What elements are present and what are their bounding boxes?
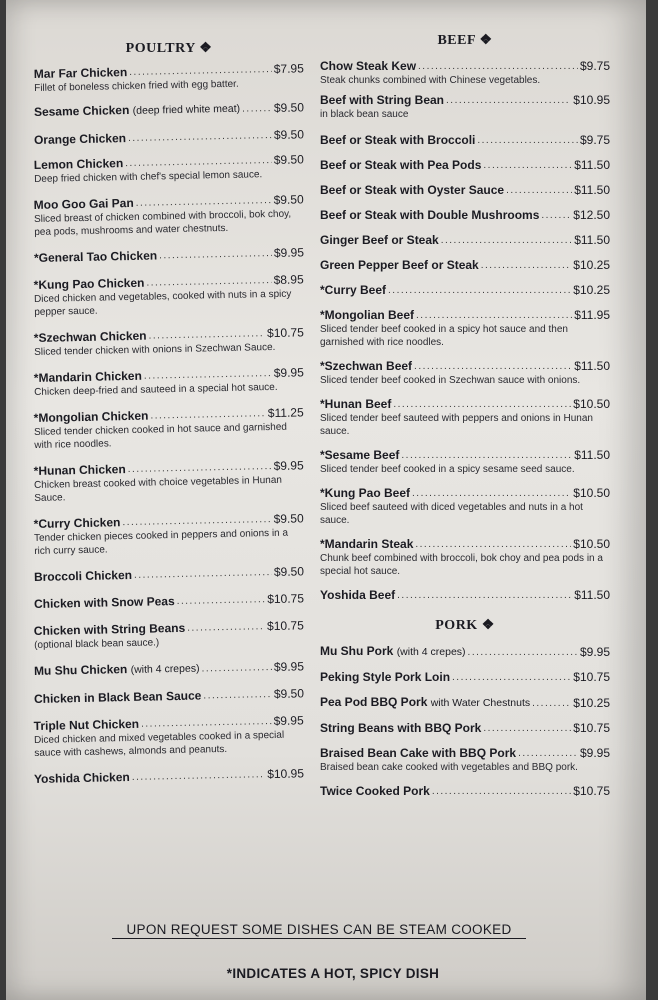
section-title-poultry: POULTRY ❖ [125,41,213,56]
menu-item [34,127,304,148]
menu-item [320,784,610,799]
menu-item-name-text: *Curry Chicken [33,515,121,532]
menu-item [34,272,305,319]
menu-item-row [320,670,610,685]
menu-item-row [320,537,610,552]
leader-dots [129,62,272,80]
leader-dots [134,565,272,583]
menu-item-name-text: *Mongolian Beef [320,308,415,322]
leader-dots [414,359,572,374]
leader-dots [418,59,578,74]
leader-dots [159,246,272,263]
menu-item-name-text: *Kung Pao Beef [320,486,411,500]
menu-item-name-text: String Beans with BBQ Pork [320,721,482,735]
menu-item-name-text: Sesame Chicken [33,103,130,119]
menu-item-price: $11.50 [574,448,610,462]
section-title-beef: BEEF ❖ [437,33,493,48]
menu-item-name-text: *Hunan Chicken [33,462,126,479]
menu-item-description: Fillet of boneless chicken fried with egg batter. [34,78,239,94]
menu-item-note: (deep fried white meat) [132,102,241,117]
leader-dots [415,537,571,552]
leader-dots [432,784,571,799]
menu-item-description: in black bean sauce [320,109,409,120]
menu-item-description: Sliced tender beef sauteed with peppers and onions in Hunan sauce. [320,413,593,437]
menu-item-price: $9.75 [579,133,610,147]
menu-item-row [34,658,304,680]
menu-item [34,192,305,239]
menu-item-description: Sliced breast of chicken combined with broccoli, bok choy, pea pods, mushrooms and water chestnuts. [33,208,292,238]
leader-dots [177,592,266,609]
menu-item [320,588,610,603]
menu-item-price: $9.50 [273,686,305,701]
leader-dots [242,101,272,117]
menu-item-name-text: Beef or Steak with Double Mushrooms [320,208,540,222]
menu-item-price: $9.95 [579,645,610,659]
menu-item-name-text: Lemon Chicken [33,156,124,172]
menu-item [320,644,610,660]
menu-item-name [320,448,399,463]
menu-item-row [320,746,610,761]
menu-item-name-text: *Mandarin Steak [320,537,414,551]
menu-item-name [320,695,530,711]
leader-dots [203,687,272,703]
menu-item [320,59,610,87]
menu-item-description: Chicken deep-fried and sauteed in a special hot sauce. [34,381,278,398]
menu-item-row [320,721,610,736]
menu-item-price: $10.50 [573,486,610,500]
menu-item-price: $10.95 [267,766,305,782]
menu-item-name-text: Pea Pod BBQ Pork [320,695,428,709]
leader-dots [483,721,571,736]
menu-item-name [34,131,126,148]
menu-item [320,133,610,148]
leader-dots [441,233,572,248]
menu-item-price: $11.95 [574,308,610,322]
menu-item-description: Steak chunks combined with Chinese vegetables. [320,75,541,86]
menu-item-name-text: *Szechwan Chicken [33,328,147,345]
leader-dots [483,158,572,173]
menu-item-price: $9.50 [273,511,304,526]
menu-item-name [34,594,175,612]
menu-item-name-text: Mar Far Chicken [33,65,128,81]
menu-item-price: $9.95 [273,458,304,473]
menu-item-name [34,688,202,707]
menu-item-name-text: Beef or Steak with Oyster Sauce [320,183,505,197]
menu-item [320,448,610,476]
menu-item [34,152,305,186]
menu-item-description: Deep fried chicken with chef's special lemon sauce. [34,169,263,185]
menu-item-name-text: Moo Goo Gai Pan [33,195,134,213]
menu-item-row [320,588,610,603]
menu-item-name [320,486,410,501]
menu-item [320,537,610,578]
menu-item-row [320,397,610,412]
menu-item-price: $9.50 [273,127,305,142]
menu-item-name [320,746,516,761]
menu-item-price: $11.50 [574,158,610,172]
spicy-dish-note: *INDICATES A HOT, SPICY DISH [226,966,440,981]
menu-item [320,283,610,298]
menu-item-name-text: Ginger Beef or Steak [320,233,439,247]
menu-item-name [320,258,479,273]
menu-item-name-text: Green Pepper Beef or Steak [320,258,479,272]
menu-item-name-text: Triple Nut Chicken [33,716,140,734]
menu-item-name [320,537,413,552]
leader-dots [477,133,578,148]
menu-item-price: $8.95 [273,272,304,287]
menu-item [34,365,305,399]
menu-item-row [320,133,610,148]
leader-dots [452,670,571,685]
menu-item-row [320,784,610,799]
leader-dots [397,588,572,603]
menu-item-name [320,283,386,298]
menu-item-price: $9.50 [273,564,305,579]
menu-item-name [320,93,444,108]
menu-item-name-text: Mu Shu Chicken [33,662,128,678]
leader-dots [412,486,571,501]
menu-item-description: (optional black bean sauce.) [34,637,160,651]
menu-item-name-text: *General Tao Chicken [33,248,158,265]
menu-item-row [320,448,610,463]
leader-dots [401,448,572,463]
menu-item-price: $9.50 [273,100,305,115]
menu-item [320,258,610,273]
menu-item-row [320,158,610,173]
menu-item-name [34,101,240,121]
menu-item-name [320,359,412,374]
menu-item-name [320,670,450,685]
menu-item [320,397,610,438]
menu-item [34,658,304,680]
menu-item-name-text: *Szechwan Beef [320,359,413,373]
menu-item-price: $10.75 [573,784,610,798]
menu-item-name-text: Braised Bean Cake with BBQ Pork [320,746,517,760]
menu-item-price: $9.95 [273,659,305,674]
menu-item-name [320,721,481,736]
menu-item [320,158,610,173]
leader-dots [506,183,572,198]
menu-item-price: $10.95 [573,93,610,107]
menu-page [6,0,646,1000]
menu-item [320,93,610,121]
menu-item [34,766,304,787]
menu-item-description: Diced chicken and vegetables, cooked with nuts in a spicy pepper sauce. [33,288,292,318]
menu-item-price: $12.50 [573,208,610,222]
menu-item-row [34,686,304,707]
menu-item-name-text: *Sesame Beef [320,448,400,462]
menu-item [34,511,305,558]
menu-item-description: Chunk beef combined with broccoli, bok choy and pea pods in a special hot sauce. [320,553,603,577]
menu-item-name-text: Broccoli Chicken [33,567,133,584]
menu-item-row [320,359,610,374]
menu-item [34,245,304,266]
menu-item [34,713,305,760]
menu-item-price: $9.50 [273,192,304,207]
beef-pork-column [320,32,610,799]
menu-item-name-text: Yoshida Beef [320,588,396,602]
pork-list [320,644,610,799]
menu-item-description: Sliced beef sauteed with diced vegetables and nuts in a hot sauce. [320,502,583,526]
menu-item-name [320,133,475,148]
menu-item-row [320,183,610,198]
menu-item-description: Sliced tender chicken with onions in Szechwan Sauce. [34,341,276,358]
menu-item [320,308,610,349]
leader-dots [532,696,571,711]
menu-item [320,359,610,387]
menu-item-description: Sliced tender chicken cooked in hot sauce and garnished with rice noodles. [33,421,288,451]
menu-item [34,591,304,612]
section-title-pork: PORK ❖ [435,618,495,633]
menu-item-name-text: Peking Style Pork Loin [320,670,451,684]
menu-item-name-text: *Mongolian Chicken [33,408,149,426]
menu-item-name-text: Chicken in Black Bean Sauce [33,688,202,706]
menu-item-price: $10.75 [573,670,610,684]
beef-list [320,59,610,603]
menu-item-price: $10.25 [573,696,610,710]
menu-item-price: $9.95 [273,713,304,728]
menu-item-description: Chicken breast cooked with choice vegetables in Hunan Sauce. [33,474,283,504]
menu-item-name-text: Yoshida Chicken [33,769,130,786]
menu-item-row [320,258,610,273]
menu-item-name [34,248,157,266]
menu-item-price: $11.50 [574,588,610,602]
menu-item [320,721,610,736]
menu-item-row [34,564,304,585]
menu-item-price: $9.95 [579,746,610,760]
menu-item-price: $11.50 [574,233,610,247]
menu-item-row [320,93,610,108]
leader-dots [132,767,266,785]
menu-item-name-text: Beef or Steak with Pea Pods [320,158,482,172]
leader-dots [518,746,578,761]
menu-item [320,233,610,248]
menu-item [34,564,304,585]
menu-item-name-text: *Curry Beef [320,283,387,297]
menu-item-name [320,158,481,173]
menu-item [34,618,305,652]
menu-item-description: Diced chicken and mixed vegetables cooked in a special sauce with cashews, almonds and peanuts. [33,729,285,759]
leader-dots [416,308,572,323]
menu-item-name [320,308,414,323]
menu-item-price: $10.50 [573,397,610,411]
menu-item-price: $10.75 [266,618,304,634]
menu-item-row [34,99,304,121]
menu-item-row [320,208,610,223]
menu-item-price: $9.75 [579,59,610,73]
menu-item [320,486,610,527]
menu-item-description: Sliced tender beef cooked in a spicy hot sauce and then garnished with rice noodles. [320,324,568,348]
menu-item-name [320,183,504,198]
menu-item [320,695,610,711]
menu-item [34,405,305,452]
menu-item-description: Sliced tender beef cooked in a spicy sesame seed sauce. [320,464,575,475]
menu-item-price: $11.25 [267,405,304,421]
menu-item [34,99,304,121]
menu-item-price: $11.50 [574,183,610,197]
menu-item-price: $11.50 [574,359,610,373]
leader-dots [468,645,578,660]
menu-item [34,61,305,95]
menu-item-price: $9.95 [273,365,304,380]
menu-item-price: $10.75 [267,591,305,607]
menu-item-row [320,695,610,711]
menu-item-name-text: *Kung Pao Chicken [33,275,145,293]
menu-item-name [34,568,132,585]
menu-item-name-text: Chicken with Snow Peas [33,594,175,611]
menu-item [320,183,610,198]
menu-item [34,686,304,707]
menu-item-price: $10.25 [573,283,610,297]
menu-item-name-text: Beef or Steak with Broccoli [320,133,476,147]
menu-item-name [34,621,186,639]
menu-item-name-text: *Hunan Beef [320,397,392,411]
menu-item-note: (with 4 crepes) [396,646,466,658]
menu-item-price: $10.50 [573,537,610,551]
steam-cooked-note: UPON REQUEST SOME DISHES CAN BE STEAM COOKED [112,922,526,939]
menu-item-row [34,127,304,148]
menu-item-description: Tender chicken pieces cooked in peppers and onions in a rich curry sauce. [33,527,289,557]
menu-item [34,458,305,505]
menu-item-price: $9.95 [273,245,305,260]
menu-item [320,208,610,223]
menu-item-row [34,245,304,266]
leader-dots [481,258,572,273]
poultry-list [33,61,305,787]
menu-item-row [320,283,610,298]
leader-dots [187,619,265,636]
menu-item-row [320,308,610,323]
menu-item-name-text: Chow Steak Kew [320,59,417,73]
menu-item-row [320,486,610,501]
menu-item-price: $7.95 [273,61,304,76]
menu-item-name [320,784,430,799]
menu-item-description: Sliced tender beef cooked in Szechwan sauce with onions. [320,375,581,386]
menu-item-name [320,644,466,660]
menu-item-name [320,397,391,412]
leader-dots [128,128,272,146]
menu-item-row [320,644,610,660]
menu-item-note: with Water Chestnuts [430,697,531,709]
menu-item-row [320,59,610,74]
poultry-column [34,40,304,787]
menu-item [34,325,305,359]
menu-item-name-text: Orange Chicken [33,131,127,147]
menu-item-name [320,59,416,74]
leader-dots [201,660,272,676]
menu-item-price: $10.25 [573,258,610,272]
menu-item-name [34,661,200,680]
menu-item-row [320,233,610,248]
leader-dots [393,397,571,412]
menu-item-name [320,588,395,603]
menu-item [320,746,610,774]
leader-dots [388,283,571,298]
menu-item-note: (with 4 crepes) [130,662,200,676]
menu-item-name-text: Twice Cooked Pork [320,784,430,798]
menu-item-name-text: Mu Shu Pork [320,644,394,658]
menu-item-row [34,591,304,612]
leader-dots [541,208,571,223]
menu-item-description: Braised bean cake cooked with vegetables and BBQ pork. [320,762,578,773]
menu-item-name-text: Beef with String Bean [320,93,445,107]
menu-item-name [320,233,439,248]
menu-item-name [34,770,130,787]
leader-dots [446,93,571,108]
menu-item-price: $10.75 [573,721,610,735]
menu-item [320,670,610,685]
menu-item-price: $9.50 [273,152,304,167]
menu-item-name-text: *Mandarin Chicken [33,368,143,385]
menu-item-row [34,766,304,787]
menu-item-name-text: Chicken with String Beans [33,620,186,638]
menu-item-price: $10.75 [266,325,304,341]
menu-item-name [320,208,539,223]
